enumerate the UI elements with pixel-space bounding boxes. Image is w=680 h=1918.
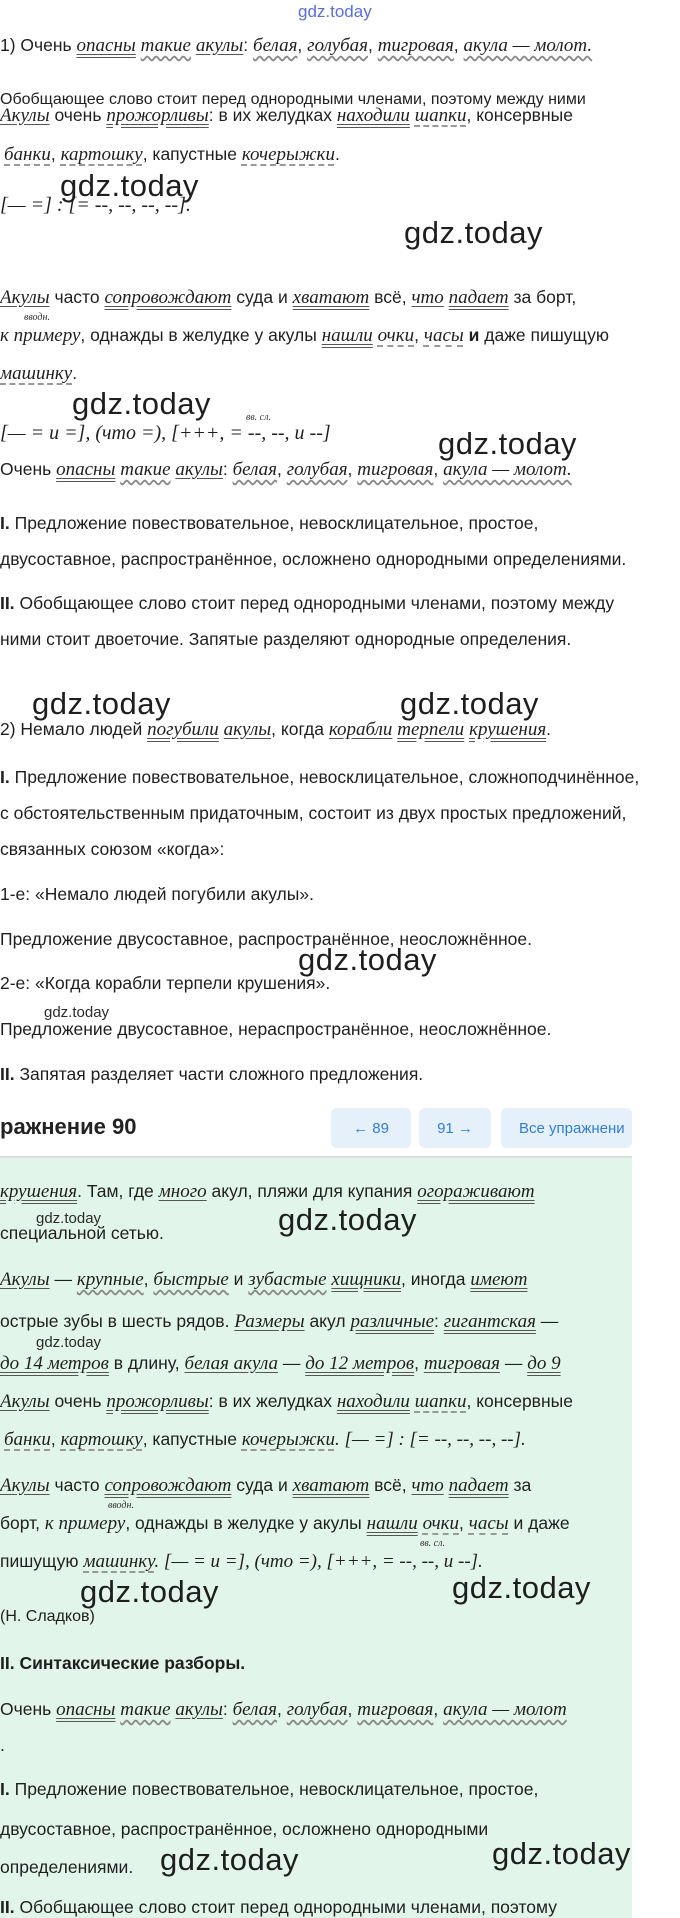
sentence-2: 2) Немало людей погубили акулы, когда корабли терпели крушения.	[0, 719, 552, 740]
predicate: опасны	[76, 35, 136, 56]
intro-note: вводн.	[108, 1500, 134, 1511]
green-line6: Акулы очень прожорливы: в их желудках находили шапки, консервные	[0, 1391, 573, 1412]
green-sentence-dot: .	[0, 1735, 5, 1755]
text-sharks-1: Акулы очень прожорливы: в их желудках находили шапки, консервные	[0, 105, 573, 126]
green-i-line2: двусоставное, распространённое, осложнено однородными	[0, 1819, 489, 1839]
watermark: gdz.today	[160, 1842, 299, 1877]
watermark: gdz.today	[72, 386, 211, 421]
green-line4: острые зубы в шесть рядов. Размеры акул различные: гигантская —	[0, 1311, 559, 1332]
watermark: gdz.today	[438, 426, 577, 461]
watermark-small: gdz.today	[44, 1004, 110, 1021]
text-sharks-2-line2: к примеру, однажды в желудке у акулы нашли очки, часы и даже пишущую	[0, 325, 610, 346]
watermark-small: gdz.today	[36, 1210, 102, 1227]
green-line9: борт, к примеру, однажды в желудке у акулы нашли очки, часы и даже	[0, 1513, 570, 1534]
section-heading: II. Синтаксические разборы.	[0, 1653, 246, 1673]
analysis-2-line6: 2-е: «Когда корабли терпели крушения».	[0, 973, 331, 993]
green-i-line1: I. Предложение повествовательное, невосклицательное, простое,	[0, 1779, 539, 1799]
green-line5: до 14 метров в длину, белая акула — до 12 метров, тигровая — до 9	[0, 1353, 561, 1374]
green-line2: специальной сетью.	[0, 1223, 164, 1243]
green-ii-line1: II. Обобщающее слово стоит перед однородными членами, поэтому	[0, 1897, 557, 1917]
watermark: gdz.today	[32, 686, 171, 721]
analysis-1-ii-line1: II. Обобщающее слово стоит перед однородными членами, поэтому между	[0, 593, 615, 613]
watermark: gdz.today	[400, 686, 539, 721]
green-sentence: Очень опасны такие акулы: белая, голубая, тигровая, акула — молот	[0, 1699, 567, 1720]
watermark: gdz.today	[452, 1570, 591, 1605]
scheme-2: [— = и =], (что =), [+++, = --, --, и --]	[0, 422, 331, 444]
watermark: gdz.today	[404, 215, 543, 250]
analysis-2-line8: II. Запятая разделяет части сложного предложения.	[0, 1064, 424, 1084]
analysis-2-line4: 1-е: «Немало людей погубили акулы».	[0, 884, 314, 904]
sentence-1-repeat: Очень опасны такие акулы: белая, голубая, тигровая, акула — молот.	[0, 459, 572, 480]
watermark: gdz.today	[298, 942, 437, 977]
cut-line: Обобщающее слово стоит перед однородными членами, поэтому между ними	[0, 91, 586, 108]
scheme-note: вв. сл.	[420, 1538, 445, 1549]
green-i-line3: определениями.	[0, 1857, 134, 1877]
site-logo[interactable]: gdz.today	[298, 2, 372, 21]
attribute: такие	[140, 35, 191, 56]
watermark: gdz.today	[278, 1202, 417, 1237]
green-line3: Акулы — крупные, быстрые и зубастые хищники, иногда имеют	[0, 1269, 528, 1290]
green-line10: пишущую машинку. [— = и =], (что =), [+++, = --, --, и --].	[0, 1551, 483, 1572]
analysis-1-i-line1: I. Предложение повествовательное, невосклицательное, простое,	[0, 513, 539, 533]
analysis-2-line7: Предложение двусоставное, нераспространённое, неосложнённое.	[0, 1019, 552, 1039]
analysis-2-line5: Предложение двусоставное, распространённое, неосложнённое.	[0, 929, 532, 949]
analysis-2-line3: связанных союзом «когда»:	[0, 839, 225, 859]
green-line1: крушения. Там, где много акул, пляжи для купания огораживают	[0, 1181, 535, 1202]
next-exercise-button[interactable]: 91 →	[419, 1108, 491, 1148]
text-sharks-2-line3: машинку.	[0, 363, 78, 384]
sentence-1: 1) Очень опасны такие акулы: белая, голубая, тигровая, акула — молот.	[0, 35, 593, 56]
analysis-2-line1: I. Предложение повествовательное, невосклицательное, сложноподчинённое,	[0, 767, 640, 787]
watermark: gdz.today	[492, 1836, 631, 1871]
green-line7: банки, картошку, капустные кочерыжки. [— =] : [= --, --, --, --].	[4, 1429, 526, 1450]
text-sharks-2: Акулы часто сопровождают суда и хватают всё, что падает за борт,	[0, 287, 577, 308]
exercise-nav-bar	[0, 1100, 680, 1156]
analysis-2-line2: с обстоятельственным придаточным, состоит из двух простых предложений,	[0, 803, 627, 823]
all-exercises-button[interactable]: Все упражнени	[501, 1108, 632, 1148]
analysis-1-i-line2: двусоставное, распространённое, осложнено однородными определениями.	[0, 549, 627, 569]
watermark: gdz.today	[80, 1574, 219, 1609]
prev-exercise-button[interactable]: ← 89	[331, 1108, 411, 1148]
text-sharks-1-line2: банки, картошку, капустные кочерыжки.	[4, 144, 340, 165]
watermark: gdz.today	[60, 168, 199, 203]
intro-note: вводн.	[24, 312, 50, 323]
green-line8: Акулы часто сопровождают суда и хватают всё, что падает за	[0, 1475, 532, 1496]
subject: акулы	[195, 35, 244, 56]
analysis-1-ii-line2: ними стоит двоеточие. Запятые разделяют однородные определения.	[0, 629, 572, 649]
scheme-1: [— =] : [= --, --, --, --].	[0, 194, 191, 216]
watermark-small: gdz.today	[36, 1334, 102, 1351]
author: (Н. Сладков)	[0, 1608, 95, 1625]
scheme-note: вв. сл.	[246, 412, 271, 423]
exercise-title: ражнение 90	[0, 1114, 137, 1139]
